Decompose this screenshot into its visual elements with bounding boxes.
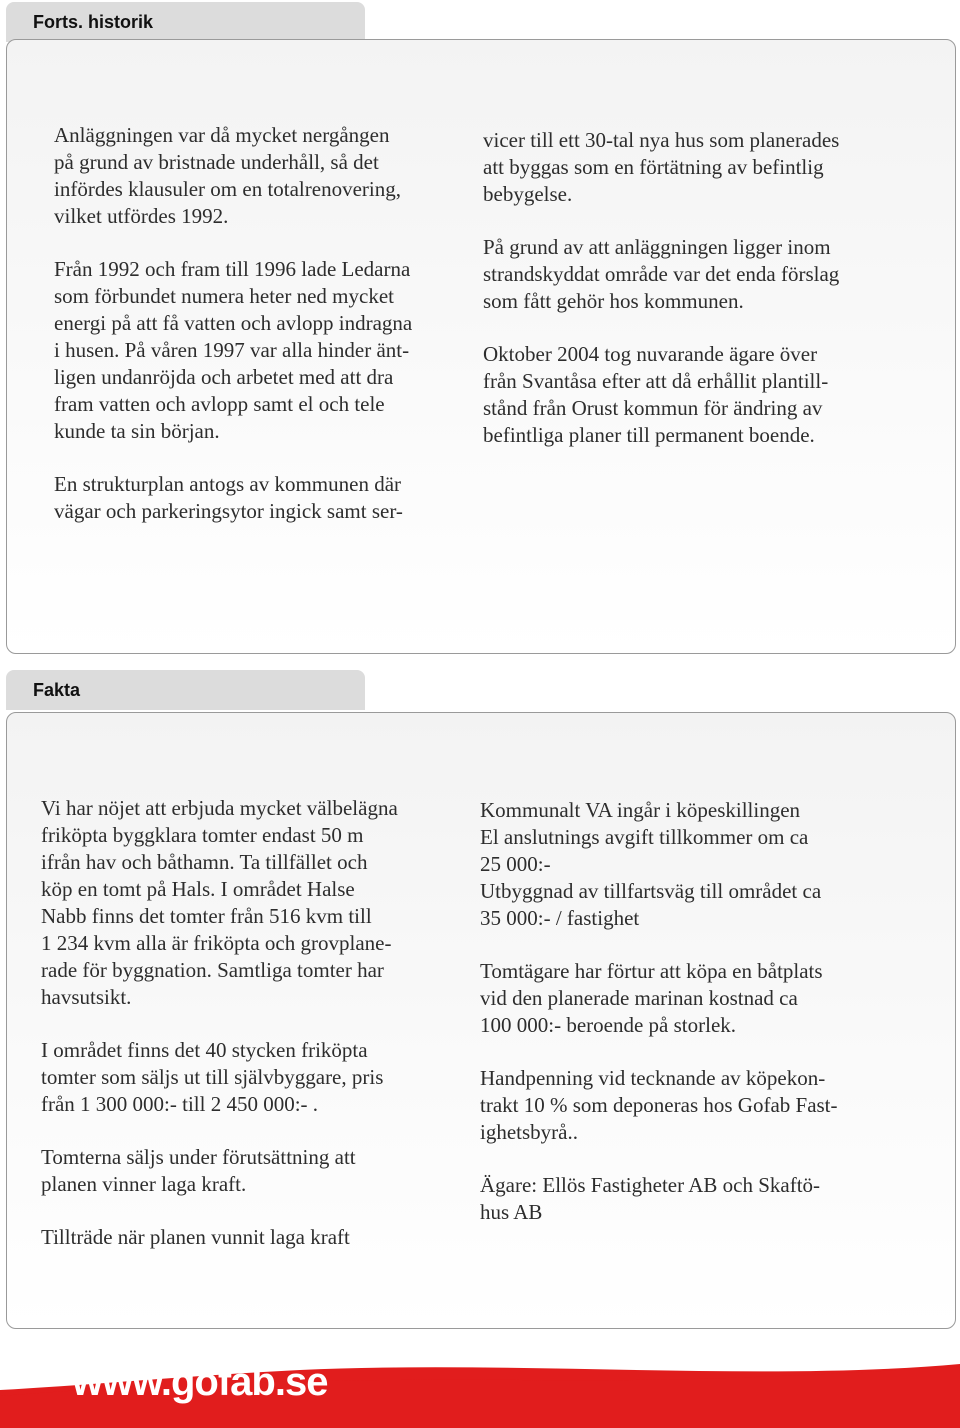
text-line: På grund av att anläggningen ligger inom bbox=[483, 235, 831, 259]
text-line: Tomtägare har förtur att köpa en båtplats bbox=[480, 959, 823, 983]
text-line: som fått gehör hos kommunen. bbox=[483, 289, 744, 313]
text-line: vid den planerade marinan kostnad ca bbox=[480, 986, 798, 1010]
facts-left-column bbox=[41, 795, 461, 1277]
section-tab-forts-historik bbox=[6, 2, 365, 42]
text-line: från 1 300 000:- till 2 450 000:- . bbox=[41, 1092, 319, 1116]
facts-paragraph bbox=[480, 958, 910, 1039]
facts-paragraph bbox=[41, 1144, 461, 1198]
facts-paragraph bbox=[41, 1224, 461, 1251]
text-line: i husen. På våren 1997 var alla hinder änt- bbox=[54, 338, 410, 362]
text-line: planen vinner laga kraft. bbox=[41, 1172, 247, 1196]
text-line: som förbundet numera heter ned mycket bbox=[54, 284, 394, 308]
text-line: En strukturplan antogs av kommunen där bbox=[54, 472, 402, 496]
history-paragraph bbox=[483, 234, 903, 315]
website-link[interactable]: www.gofab.se bbox=[72, 1360, 328, 1404]
text-line: kunde ta sin början. bbox=[54, 419, 220, 443]
text-line: befintliga planer till permanent boende. bbox=[483, 423, 815, 447]
text-line: energi på att få vatten och avlopp indragna bbox=[54, 311, 413, 335]
text-line: Handpenning vid tecknande av köpekon- bbox=[480, 1066, 826, 1090]
facts-paragraph bbox=[41, 1037, 461, 1118]
text-line: infördes klausuler om en totalrenovering, bbox=[54, 177, 401, 201]
facts-panel bbox=[6, 712, 956, 1329]
text-line: hus AB bbox=[480, 1200, 543, 1224]
history-right-column bbox=[483, 127, 903, 475]
text-line: 25 000:- bbox=[480, 852, 551, 876]
text-line: vilket utfördes 1992. bbox=[54, 204, 229, 228]
text-line: stånd från Orust kommun för ändring av bbox=[483, 396, 823, 420]
history-left-column bbox=[54, 122, 464, 551]
history-paragraph bbox=[483, 127, 903, 208]
text-line: rade för byggnation. Samtliga tomter har bbox=[41, 958, 384, 982]
text-line: Vi har nöjet att erbjuda mycket välbelägna bbox=[41, 796, 398, 820]
facts-paragraph bbox=[480, 1172, 910, 1226]
text-line: Nabb finns det tomter från 516 kvm till bbox=[41, 904, 372, 928]
text-line: vicer till ett 30-tal nya hus som planerades bbox=[483, 128, 840, 152]
section-tab-label: Fakta bbox=[33, 680, 81, 700]
section-tab-label: Forts. historik bbox=[33, 12, 154, 32]
text-line: Utbyggnad av tillfartsväg till området ca bbox=[480, 879, 822, 903]
text-line: ligen undanröjda och arbetet med att dra bbox=[54, 365, 394, 389]
history-paragraph bbox=[54, 256, 464, 445]
text-line: El anslutnings avgift tillkommer om ca bbox=[480, 825, 809, 849]
text-line: tomter som säljs ut till självbyggare, pris bbox=[41, 1065, 384, 1089]
text-line: ifrån hav och båthamn. Ta tillfället och bbox=[41, 850, 368, 874]
text-line: bebygelse. bbox=[483, 182, 573, 206]
text-line: vägar och parkeringsytor ingick samt ser- bbox=[54, 499, 403, 523]
section-tab-fakta bbox=[6, 670, 365, 710]
text-line: köp en tomt på Hals. I området Halse bbox=[41, 877, 355, 901]
text-line: Från 1992 och fram till 1996 lade Ledarna bbox=[54, 257, 411, 281]
facts-right-column bbox=[480, 797, 910, 1252]
facts-paragraph bbox=[480, 1065, 910, 1146]
history-paragraph bbox=[483, 341, 903, 449]
history-panel bbox=[6, 39, 956, 654]
text-line: Tomterna säljs under förutsättning att bbox=[41, 1145, 356, 1169]
text-line: Anläggningen var då mycket nergången bbox=[54, 123, 390, 147]
facts-paragraph bbox=[480, 797, 910, 932]
text-line: I området finns det 40 stycken friköpta bbox=[41, 1038, 368, 1062]
text-line: 35 000:- / fastighet bbox=[480, 906, 640, 930]
text-line: Oktober 2004 tog nuvarande ägare över bbox=[483, 342, 818, 366]
text-line: på grund av bristnade underhåll, så det bbox=[54, 150, 379, 174]
history-paragraph bbox=[54, 122, 464, 230]
text-line: Tillträde när planen vunnit laga kraft bbox=[41, 1225, 350, 1249]
facts-paragraph bbox=[41, 795, 461, 1011]
text-line: fram vatten och avlopp samt el och tele bbox=[54, 392, 385, 416]
text-line: ighetsbyrå.. bbox=[480, 1120, 578, 1144]
text-line: att byggas som en förtätning av befintlig bbox=[483, 155, 824, 179]
text-line: 100 000:- beroende på storlek. bbox=[480, 1013, 737, 1037]
text-line: trakt 10 % som deponeras hos Gofab Fast- bbox=[480, 1093, 838, 1117]
text-line: 1 234 kvm alla är friköpta och grovplane- bbox=[41, 931, 392, 955]
text-line: Kommunalt VA ingår i köpeskillingen bbox=[480, 798, 801, 822]
text-line: friköpta byggklara tomter endast 50 m bbox=[41, 823, 364, 847]
text-line: strandskyddat område var det enda förslag bbox=[483, 262, 840, 286]
history-paragraph bbox=[54, 471, 464, 525]
text-line: Ägare: Ellös Fastigheter AB och Skaftö- bbox=[480, 1173, 821, 1197]
text-line: från Svantåsa efter att då erhållit plantill- bbox=[483, 369, 829, 393]
text-line: havsutsikt. bbox=[41, 985, 132, 1009]
